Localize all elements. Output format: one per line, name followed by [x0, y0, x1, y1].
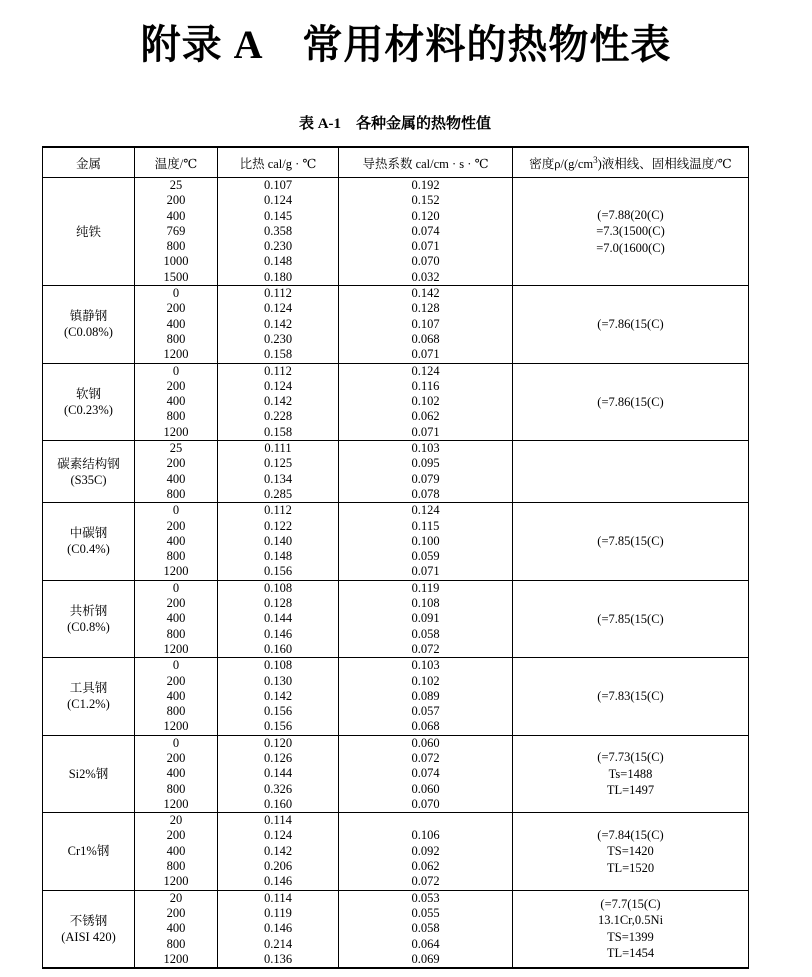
- specific-heat-cell: 0.160: [218, 642, 339, 658]
- specific-heat-cell: 0.160: [218, 797, 339, 813]
- temperature-cell: 200: [135, 456, 218, 471]
- temperature-cell: 0: [135, 580, 218, 596]
- density-cell: [513, 658, 749, 735]
- temperature-cell: 200: [135, 828, 218, 843]
- specific-heat-cell: 0.145: [218, 209, 339, 224]
- density-cell: [513, 363, 749, 440]
- specific-heat-cell: 0.228: [218, 409, 339, 424]
- conductivity-cell: 0.124: [339, 363, 513, 379]
- conductivity-cell: 0.108: [339, 596, 513, 611]
- specific-heat-cell: 0.148: [218, 549, 339, 564]
- specific-heat-cell: 0.125: [218, 456, 339, 471]
- temperature-cell: 0: [135, 503, 218, 519]
- temperature-cell: 400: [135, 611, 218, 626]
- conductivity-cell: 0.071: [339, 425, 513, 441]
- density-line: (=7.85(15(C): [597, 534, 664, 549]
- temperature-cell: 200: [135, 906, 218, 921]
- page-title: 附录 A 常用材料的热物性表: [140, 22, 672, 67]
- density-line: (=7.73(15(C): [597, 750, 664, 765]
- temperature-cell: 400: [135, 689, 218, 704]
- metal-name-cell: [43, 658, 135, 735]
- conductivity-cell: 0.062: [339, 859, 513, 874]
- specific-heat-cell: 0.108: [218, 580, 339, 596]
- temperature-cell: 800: [135, 782, 218, 797]
- conductivity-cell: 0.058: [339, 921, 513, 936]
- specific-heat-cell: 0.146: [218, 921, 339, 936]
- density-line: TS=1399: [607, 929, 654, 944]
- metal-name-cell: [43, 441, 135, 503]
- header-conductivity: 导热系数 cal/cm · s · ℃: [339, 147, 513, 178]
- specific-heat-cell: 0.124: [218, 828, 339, 843]
- conductivity-cell: 0.072: [339, 751, 513, 766]
- specific-heat-cell: 0.142: [218, 689, 339, 704]
- specific-heat-cell: 0.358: [218, 224, 339, 239]
- specific-heat-cell: 0.142: [218, 317, 339, 332]
- metal-name-line: 镇静钢: [69, 309, 108, 324]
- metal-name-line: (C0.08%): [64, 325, 113, 340]
- density-line: TS=1420: [607, 844, 654, 859]
- temperature-cell: 1200: [135, 642, 218, 658]
- specific-heat-cell: 0.148: [218, 254, 339, 269]
- specific-heat-cell: 0.112: [218, 363, 339, 379]
- temperature-cell: 1000: [135, 254, 218, 269]
- metal-group: [43, 286, 749, 363]
- density-cell: [513, 813, 749, 890]
- conductivity-cell: 0.120: [339, 209, 513, 224]
- metal-name-line: 纯铁: [75, 224, 101, 239]
- specific-heat-cell: 0.158: [218, 347, 339, 363]
- conductivity-cell: 0.053: [339, 890, 513, 906]
- conductivity-cell: 0.128: [339, 301, 513, 316]
- conductivity-cell: [339, 813, 513, 829]
- density-line: (=7.88(20(C): [597, 207, 664, 222]
- table-row: [43, 286, 749, 302]
- specific-heat-cell: 0.156: [218, 564, 339, 580]
- metal-name-cell: [43, 286, 135, 363]
- specific-heat-cell: 0.124: [218, 379, 339, 394]
- temperature-cell: 1200: [135, 797, 218, 813]
- temperature-cell: 0: [135, 658, 218, 674]
- header-metal: 金属: [75, 156, 101, 171]
- metal-name-line: 软钢: [75, 386, 101, 401]
- metal-name-line: (S35C): [70, 472, 107, 487]
- table-row: [43, 363, 749, 379]
- conductivity-cell: 0.124: [339, 503, 513, 519]
- specific-heat-cell: 0.146: [218, 627, 339, 642]
- conductivity-cell: 0.055: [339, 906, 513, 921]
- conductivity-cell: 0.071: [339, 347, 513, 363]
- metal-group: [43, 580, 749, 657]
- table-row: [43, 580, 749, 596]
- temperature-cell: 200: [135, 519, 218, 534]
- conductivity-cell: 0.106: [339, 828, 513, 843]
- specific-heat-cell: 0.136: [218, 952, 339, 968]
- temperature-cell: 1200: [135, 425, 218, 441]
- temperature-cell: 769: [135, 224, 218, 239]
- temperature-cell: 800: [135, 704, 218, 719]
- specific-heat-cell: 0.156: [218, 719, 339, 735]
- temperature-cell: 800: [135, 409, 218, 424]
- conductivity-cell: 0.060: [339, 735, 513, 751]
- density-cell: [513, 503, 749, 580]
- conductivity-cell: 0.032: [339, 270, 513, 286]
- temperature-cell: 800: [135, 549, 218, 564]
- specific-heat-cell: 0.230: [218, 332, 339, 347]
- specific-heat-cell: 0.206: [218, 859, 339, 874]
- conductivity-cell: 0.062: [339, 409, 513, 424]
- header-density: [513, 147, 749, 178]
- metal-name-line: 工具钢: [69, 681, 108, 696]
- table-row: [43, 890, 749, 906]
- temperature-cell: 800: [135, 937, 218, 952]
- conductivity-cell: 0.095: [339, 456, 513, 471]
- temperature-cell: 25: [135, 178, 218, 194]
- metal-name-line: 共析钢: [69, 603, 108, 618]
- temperature-cell: 200: [135, 193, 218, 208]
- conductivity-cell: 0.100: [339, 534, 513, 549]
- metal-group: [43, 735, 749, 812]
- temperature-cell: 400: [135, 394, 218, 409]
- specific-heat-cell: 0.111: [218, 441, 339, 457]
- conductivity-cell: 0.070: [339, 254, 513, 269]
- metal-name-cell: [43, 813, 135, 890]
- metal-group: [43, 658, 749, 735]
- conductivity-cell: 0.152: [339, 193, 513, 208]
- temperature-cell: 800: [135, 239, 218, 254]
- metal-name-cell: [43, 890, 135, 968]
- specific-heat-cell: 0.124: [218, 193, 339, 208]
- table-section: [42, 112, 748, 969]
- density-line: (=7.7(15(C): [600, 896, 661, 911]
- temperature-cell: 400: [135, 317, 218, 332]
- metal-group: [43, 503, 749, 580]
- table-row: [43, 735, 749, 751]
- temperature-cell: 800: [135, 487, 218, 503]
- temperature-cell: 0: [135, 286, 218, 302]
- metal-group: [43, 363, 749, 440]
- metal-name-line: (C1.2%): [67, 697, 110, 712]
- temperature-cell: 400: [135, 844, 218, 859]
- metal-name-cell: [43, 503, 135, 580]
- metal-name-cell: [43, 363, 135, 440]
- conductivity-cell: 0.068: [339, 332, 513, 347]
- specific-heat-cell: 0.285: [218, 487, 339, 503]
- metal-name-line: (AISI 420): [61, 929, 116, 944]
- density-cell: [513, 286, 749, 363]
- density-line: TL=1454: [606, 946, 655, 961]
- temperature-cell: 25: [135, 441, 218, 457]
- temperature-cell: 20: [135, 890, 218, 906]
- density-cell: [513, 441, 749, 503]
- density-line: Ts=1488: [608, 766, 653, 781]
- conductivity-cell: 0.079: [339, 472, 513, 487]
- conductivity-cell: 0.192: [339, 178, 513, 194]
- metal-group: [43, 441, 749, 503]
- conductivity-cell: 0.103: [339, 658, 513, 674]
- metal-name-line: 不锈钢: [69, 913, 108, 928]
- conductivity-cell: 0.103: [339, 441, 513, 457]
- specific-heat-cell: 0.142: [218, 394, 339, 409]
- conductivity-cell: 0.107: [339, 317, 513, 332]
- metal-name-cell: [43, 580, 135, 657]
- metal-group: [43, 813, 749, 890]
- conductivity-cell: 0.074: [339, 224, 513, 239]
- temperature-cell: 800: [135, 627, 218, 642]
- metal-name-line: 中碳钢: [69, 526, 108, 541]
- table-row: [43, 441, 749, 457]
- table-row: [43, 178, 749, 194]
- header-temperature: 温度/℃: [135, 147, 218, 178]
- temperature-cell: 400: [135, 209, 218, 224]
- specific-heat-cell: 0.158: [218, 425, 339, 441]
- temperature-cell: 1200: [135, 564, 218, 580]
- specific-heat-cell: 0.326: [218, 782, 339, 797]
- density-cell: [513, 735, 749, 812]
- table-row: [43, 658, 749, 674]
- specific-heat-cell: 0.112: [218, 286, 339, 302]
- conductivity-cell: 0.119: [339, 580, 513, 596]
- density-line: (=7.84(15(C): [597, 827, 664, 842]
- conductivity-cell: 0.071: [339, 564, 513, 580]
- specific-heat-cell: 0.119: [218, 906, 339, 921]
- temperature-cell: 1200: [135, 719, 218, 735]
- table-header: [43, 147, 749, 178]
- temperature-cell: 20: [135, 813, 218, 829]
- table-caption: 表 A-1 各种金属的热物性值: [298, 116, 492, 132]
- conductivity-cell: 0.102: [339, 674, 513, 689]
- temperature-cell: 200: [135, 751, 218, 766]
- conductivity-cell: 0.116: [339, 379, 513, 394]
- temperature-cell: 400: [135, 534, 218, 549]
- metals-table: [42, 146, 749, 969]
- conductivity-cell: 0.089: [339, 689, 513, 704]
- conductivity-cell: 0.060: [339, 782, 513, 797]
- specific-heat-cell: 0.126: [218, 751, 339, 766]
- table-row: [43, 813, 749, 829]
- metal-name-line: (C0.4%): [67, 542, 110, 557]
- specific-heat-cell: 0.142: [218, 844, 339, 859]
- density-line: =7.3(1500(C): [596, 224, 665, 239]
- density-cell: [513, 580, 749, 657]
- metal-group: [43, 890, 749, 968]
- metal-name-line: 碳素结构钢: [57, 456, 120, 471]
- temperature-cell: 800: [135, 332, 218, 347]
- specific-heat-cell: 0.146: [218, 874, 339, 890]
- temperature-cell: 400: [135, 766, 218, 781]
- conductivity-cell: 0.059: [339, 549, 513, 564]
- metal-group: [43, 178, 749, 286]
- header-density-superscript: 3: [593, 154, 598, 165]
- specific-heat-cell: 0.114: [218, 890, 339, 906]
- header-density-suffix: )液相线、固相线温度/℃: [597, 156, 732, 171]
- conductivity-cell: 0.072: [339, 874, 513, 890]
- temperature-cell: 0: [135, 363, 218, 379]
- temperature-cell: 800: [135, 859, 218, 874]
- metal-name-line: (C0.8%): [67, 619, 110, 634]
- metal-name-cell: [43, 735, 135, 812]
- conductivity-cell: 0.070: [339, 797, 513, 813]
- conductivity-cell: 0.072: [339, 642, 513, 658]
- conductivity-cell: 0.069: [339, 952, 513, 968]
- temperature-cell: 200: [135, 596, 218, 611]
- specific-heat-cell: 0.130: [218, 674, 339, 689]
- temperature-cell: 1200: [135, 347, 218, 363]
- metal-name-line: (C0.23%): [64, 402, 113, 417]
- density-line: TL=1497: [606, 783, 655, 798]
- specific-heat-cell: 0.122: [218, 519, 339, 534]
- specific-heat-cell: 0.140: [218, 534, 339, 549]
- temperature-cell: 200: [135, 301, 218, 316]
- density-line: =7.0(1600(C): [596, 240, 665, 255]
- specific-heat-cell: 0.214: [218, 937, 339, 952]
- density-line: TL=1520: [606, 860, 655, 875]
- specific-heat-cell: 0.230: [218, 239, 339, 254]
- temperature-cell: 200: [135, 379, 218, 394]
- specific-heat-cell: 0.134: [218, 472, 339, 487]
- specific-heat-cell: 0.180: [218, 270, 339, 286]
- specific-heat-cell: 0.114: [218, 813, 339, 829]
- table-row: [43, 503, 749, 519]
- specific-heat-cell: 0.120: [218, 735, 339, 751]
- specific-heat-cell: 0.128: [218, 596, 339, 611]
- specific-heat-cell: 0.107: [218, 178, 339, 194]
- density-line: 13.1Cr,0.5Ni: [597, 913, 664, 928]
- density-line: (=7.85(15(C): [597, 611, 664, 626]
- conductivity-cell: 0.057: [339, 704, 513, 719]
- conductivity-cell: 0.092: [339, 844, 513, 859]
- conductivity-cell: 0.142: [339, 286, 513, 302]
- density-cell: [513, 178, 749, 286]
- temperature-cell: 1500: [135, 270, 218, 286]
- header-row: [43, 147, 749, 178]
- specific-heat-cell: 0.124: [218, 301, 339, 316]
- specific-heat-cell: 0.112: [218, 503, 339, 519]
- conductivity-cell: 0.064: [339, 937, 513, 952]
- conductivity-cell: 0.078: [339, 487, 513, 503]
- conductivity-cell: 0.102: [339, 394, 513, 409]
- density-cell: [513, 890, 749, 968]
- temperature-cell: 0: [135, 735, 218, 751]
- conductivity-cell: 0.068: [339, 719, 513, 735]
- header-specific-heat: 比热 cal/g · ℃: [218, 147, 339, 178]
- temperature-cell: 1200: [135, 874, 218, 890]
- conductivity-cell: 0.115: [339, 519, 513, 534]
- density-line: (=7.86(15(C): [597, 394, 664, 409]
- metal-name-cell: [43, 178, 135, 286]
- specific-heat-cell: 0.108: [218, 658, 339, 674]
- conductivity-cell: 0.071: [339, 239, 513, 254]
- specific-heat-cell: 0.144: [218, 766, 339, 781]
- density-line: (=7.83(15(C): [597, 689, 664, 704]
- temperature-cell: 400: [135, 921, 218, 936]
- metal-name-line: Cr1%钢: [67, 844, 110, 859]
- specific-heat-cell: 0.144: [218, 611, 339, 626]
- specific-heat-cell: 0.156: [218, 704, 339, 719]
- conductivity-cell: 0.074: [339, 766, 513, 781]
- temperature-cell: 400: [135, 472, 218, 487]
- density-line: (=7.86(15(C): [597, 317, 664, 332]
- metal-name-line: Si2%钢: [68, 766, 109, 781]
- header-density-prefix: 密度ρ/(g/cm: [529, 156, 594, 171]
- conductivity-cell: 0.091: [339, 611, 513, 626]
- conductivity-cell: 0.058: [339, 627, 513, 642]
- temperature-cell: 1200: [135, 952, 218, 968]
- temperature-cell: 200: [135, 674, 218, 689]
